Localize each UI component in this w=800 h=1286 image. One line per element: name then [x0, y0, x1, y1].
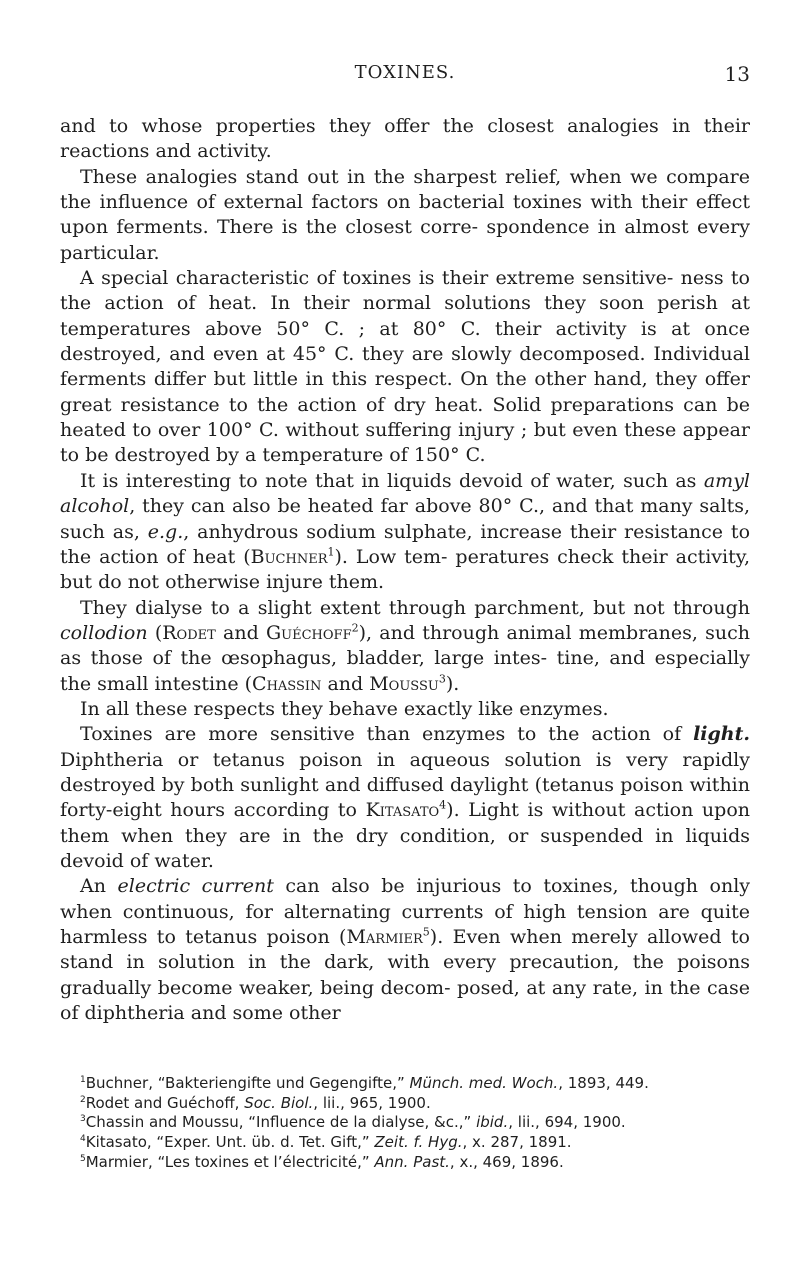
author-name: Moussu [369, 672, 439, 695]
footnote-number: 4 [80, 1134, 86, 1145]
italic-term: e.g. [147, 520, 184, 543]
author-name: Marmier [346, 926, 423, 948]
footnote: $^3$Chassin and Moussu, “Influence de la dialyse, &c.,” ibid., lii., 694, 1900. [80, 1113, 626, 1132]
italic-term: collodion [60, 621, 148, 644]
paragraph: An electric current can also be injurious to toxines, though only when continuous, for alternating currents of high tension are quite harmless to tetanus poison (Marmier$^5$). Even when merely allowed to stand in solution in the dark, with every precaution, the poisons gradually become weaker, being decom- posed, at any rate, in the case of diphtheria and some other [60, 875, 751, 1025]
paragraph: A special characteristic of toxines is their extreme sensitive- ness to the action of heat. In their normal solutions they soon perish at temperatures above 50° C. ; at 80° C. their activity is at once destroyed, and even at 45° C. they are slowly decomposed. Individual ferments differ but little in this respect. On the other hand, they offer great resistance to the action of dry heat. Solid preparations can be heated to over 100° C. without suffering injury ; but even these appear to be destroyed by a temperature of 150° C. [60, 267, 750, 467]
author-name: Rodet [162, 621, 216, 644]
footnote-number: 3 [80, 1114, 86, 1125]
journal-title: Ann. Past. [374, 1152, 450, 1171]
footnote-number: 5 [80, 1153, 86, 1164]
paragraph: Toxines are more sensitive than enzymes to the action of light. Diphtheria or tetanus poison in aqueous solution is very rapidly destroyed by both sunlight and diffused daylight (tetanus poison within forty-eight hours according to Kitasato$^4$). Light is without action upon them when they are in the dry condition, or suspended in liquids devoid of water. [60, 723, 750, 872]
body-text [60, 114, 750, 1026]
journal-title: Münch. med. Woch. [409, 1074, 559, 1092]
footnotes [60, 1074, 750, 1173]
author-name: Kitasato [365, 799, 440, 822]
footnote: $^1$Buchner, “Bakteriengifte und Gegengifte,” Münch. med. Woch., 1893, 449. [80, 1074, 649, 1092]
italic-term: light. [693, 723, 750, 746]
running-head: TOXINES. [354, 62, 456, 83]
journal-title: Soc. Biol. [244, 1093, 314, 1112]
footnote: $^2$Rodet and Guéchoff, Soc. Biol., lii., 965, 1900. [80, 1093, 431, 1112]
journal-title: ibid. [476, 1113, 509, 1132]
paragraph: These analogies stand out in the sharpest relief, when we compare the influence of external factors on bacterial toxines with their effect upon ferments. There is the closest corre- spondence in almost every particular. [60, 165, 750, 264]
footnote-ref: 5 [422, 925, 430, 939]
footnote-ref: 2 [351, 621, 359, 635]
footnote: $^4$Kitasato, “Exper. Unt. üb. d. Tet. Gift,” Zeit. f. Hyg., x. 287, 1891. [80, 1133, 572, 1152]
author-name: Buchner [250, 545, 328, 568]
author-name: Chassin [252, 672, 322, 695]
paragraph: and to whose properties they offer the closest analogies in their reactions and activity. [60, 115, 750, 163]
journal-title: Zeit. f. Hyg. [374, 1133, 463, 1152]
footnote-ref: 1 [327, 545, 335, 559]
paragraph: It is interesting to note that in liquids devoid of water, such as amyl alcohol, they can also be heated far above 80° C., and that many salts, such as, e.g., anhydrous sodium sulphate, increase their resistance to the action of heat (Buchner$^1$). Low tem- peratures check their activity, but do not otherwise injure them. [60, 469, 751, 594]
footnote: $^5$Marmier, “Les toxines et l’électricité,” Ann. Past., x., 469, 1896. [80, 1152, 564, 1171]
author-name: Guéchoff [265, 621, 352, 644]
footnote-number: 2 [80, 1094, 86, 1105]
footnote-ref: 3 [438, 672, 446, 686]
paragraph: In all these respects they behave exactly like enzymes. [80, 697, 609, 720]
paragraph: They dialyse to a slight extent through parchment, but not through collodion (Rodet and Guéchoff$^2$), and through animal membranes, such as those of the œsophagus, bladder, large intes- tine, and especially the small intestine (Chassin and Moussu$^3$). [60, 596, 750, 695]
page-number: 13 [724, 62, 750, 86]
italic-term: electric current [117, 875, 274, 898]
page-header [60, 62, 750, 92]
footnote-ref: 4 [439, 798, 447, 812]
italic-term: amyl alcohol [60, 469, 750, 518]
footnote-number: 1 [80, 1075, 86, 1085]
